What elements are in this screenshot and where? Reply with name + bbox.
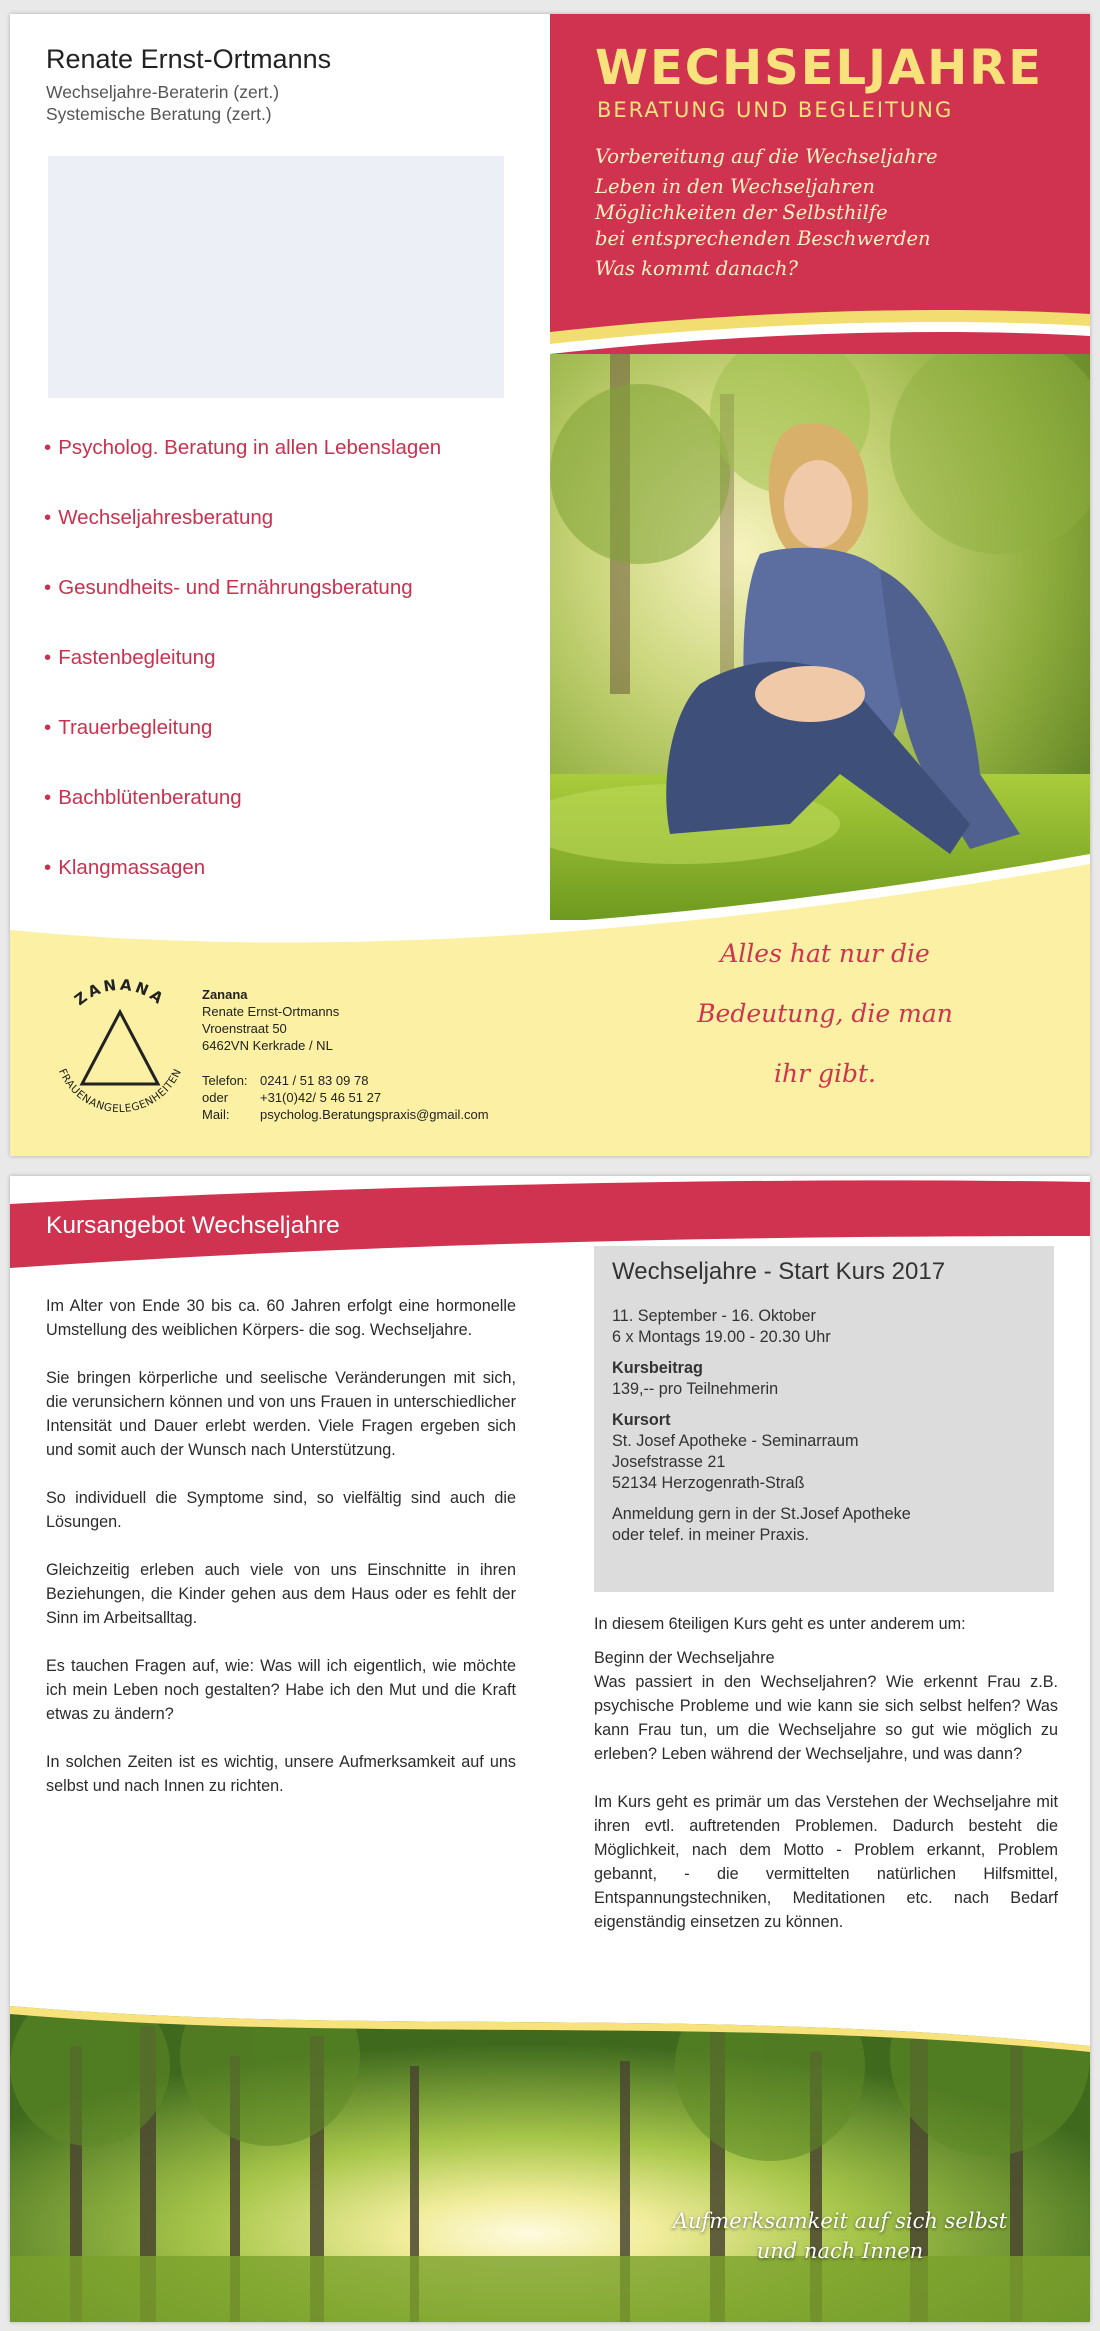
caption-line: Aufmerksamkeit auf sich selbst xyxy=(672,2209,1008,2233)
quote-line: ihr gibt. xyxy=(774,1059,876,1088)
caption-line: und nach Innen xyxy=(756,2239,924,2263)
zanana-logo xyxy=(40,976,200,1126)
mail-label: Mail: xyxy=(202,1107,230,1122)
service-label: Bachblütenberatung xyxy=(58,786,242,809)
service-label: Klangmassagen xyxy=(58,856,206,879)
course-intro: In diesem 6teiligen Kurs geht es unter anderem um: xyxy=(594,1615,966,1633)
location-line: St. Josef Apotheke - Seminarraum xyxy=(612,1432,859,1450)
forest-wave xyxy=(10,1176,1090,2322)
contact-block xyxy=(202,986,489,1123)
service-label: Trauerbegleitung xyxy=(58,716,213,739)
svg-text:FRAUENANGELEGENHEITEN: FRAUENANGELEGENHEITEN xyxy=(56,1066,185,1116)
fee-label: Kursbeitrag xyxy=(612,1359,703,1377)
contact-name: Renate Ernst-Ortmanns xyxy=(202,1004,340,1019)
topic-item: bei entsprechenden Beschwerden xyxy=(595,227,931,250)
bullet: • xyxy=(44,436,52,459)
bullet: • xyxy=(44,716,52,739)
phone-row xyxy=(202,1072,489,1089)
paragraph-text: Was passiert in den Wechseljahren? Wie erkennt Frau z.B. psychische Probleme und wie kann sie sich selbst helfen? Was kann Frau tun, um die Wechseljahre so gut wie möglich zu erleben? Leben während der Wechseljahre, und was dann? xyxy=(594,1673,1058,1763)
headline: WECHSELJAHRE xyxy=(595,40,1044,96)
phone2-label: oder xyxy=(202,1090,229,1105)
topic-item: Leben in den Wechseljahren xyxy=(595,175,875,198)
location-line: Josefstrasse 21 xyxy=(612,1453,726,1471)
contact-street: Vroenstraat 50 xyxy=(202,1021,287,1036)
forest-caption xyxy=(570,2206,1090,2266)
paragraph: Im Kurs geht es primär um das Verstehen der Wechseljahre mit ihren evtl. auftretenden Problemen. Dadurch besteht die Möglichkeit, nach dem Motto - Problem erkannt, Problem gebannt, - die vermittelten natürlichen Hilfsmittel, Entspannungstechniken, Meditationen etc. nach Bedarf eigenständig einsetzen zu können. xyxy=(594,1793,1058,1931)
service-label: Fastenbegleitung xyxy=(58,646,216,669)
location-line: 52134 Herzogenrath-Straß xyxy=(612,1474,805,1492)
flyer-page-front xyxy=(10,14,1090,1156)
location-label: Kursort xyxy=(612,1411,671,1429)
phone-label: Telefon: xyxy=(202,1073,248,1088)
fee-value: 139,-- pro Teilnehmerin xyxy=(612,1380,779,1398)
phone2-row xyxy=(202,1089,489,1106)
bullet: • xyxy=(44,856,52,879)
bullet: • xyxy=(44,646,52,669)
mail-address: psycholog.Beratungspraxis@gmail.com xyxy=(260,1107,489,1122)
course-header: Kursangebot Wechseljahre xyxy=(46,1212,340,1239)
paragraph: Gleichzeitig erleben auch viele von uns Einschnitte in ihren Beziehungen, die Kinder gehen aus dem Haus oder es fehlt der Sinn im Arbeitsalltag. xyxy=(46,1561,516,1627)
quote xyxy=(660,924,990,1104)
quote-line: Alles hat nur die xyxy=(720,939,930,968)
paragraph: Sie bringen körperliche und seelische Veränderungen mit sich, die verunsichern können und von uns Frauen in unterschiedlicher Intensität und Dauer erlebt werden. Viele Fragen ergeben sich und somit auch der Wunsch nach Unterstützung. xyxy=(46,1369,516,1459)
svg-text:ZANANA: ZANANA xyxy=(71,976,169,1010)
service-label: Gesundheits- und Ernährungsberatung xyxy=(58,576,413,599)
mail-row xyxy=(202,1106,489,1123)
phone-number: 0241 / 51 83 09 78 xyxy=(260,1073,369,1088)
registration-line: oder telef. in meiner Praxis. xyxy=(612,1526,810,1544)
contact-city: 6462VN Kerkrade / NL xyxy=(202,1038,333,1053)
paragraph: So individuell die Symptome sind, so vielfältig sind auch die Lösungen. xyxy=(46,1489,516,1531)
topic-item: Vorbereitung auf die Wechseljahre xyxy=(595,145,938,168)
qualification-1: Wechseljahre-Beraterin (zert.) xyxy=(46,82,280,102)
paragraph: Im Alter von Ende 30 bis ca. 60 Jahren erfolgt eine hormonelle Umstellung des weiblichen Körpers- die sog. Wechseljahre. xyxy=(46,1297,516,1339)
topic-item: Möglichkeiten der Selbsthilfe xyxy=(595,201,888,224)
paragraph: Es tauchen Fragen auf, wie: Was will ich eigentlich, wie möchte ich mein Leben noch gestalten? Habe ich den Mut und die Kraft etwas zu ändern? xyxy=(46,1657,516,1723)
bullet: • xyxy=(44,786,52,809)
course-title: Wechseljahre - Start Kurs 2017 xyxy=(612,1258,946,1285)
subheadline: BERATUNG UND BEGLEITUNG xyxy=(597,98,954,122)
service-label: Psycholog. Beratung in allen Lebenslagen xyxy=(58,436,442,459)
topic-item: Was kommt danach? xyxy=(595,257,798,280)
qualification-2: Systemische Beratung (zert.) xyxy=(46,104,272,124)
quote-line: Bedeutung, die man xyxy=(697,999,953,1028)
bullet: • xyxy=(44,576,52,599)
paragraph: In solchen Zeiten ist es wichtig, unsere Aufmerksamkeit auf uns selbst und nach Innen zu richten. xyxy=(46,1753,516,1795)
flyer-page-back xyxy=(10,1176,1090,2322)
company-name: Zanana xyxy=(202,987,248,1002)
bullet: • xyxy=(44,506,52,529)
section-lead: Beginn der Wechseljahre xyxy=(594,1649,775,1667)
service-label: Wechseljahresberatung xyxy=(58,506,274,529)
registration-line: Anmeldung gern in der St.Josef Apotheke xyxy=(612,1505,911,1523)
consultant-name: Renate Ernst-Ortmanns xyxy=(46,44,332,74)
course-times: 6 x Montags 19.00 - 20.30 Uhr xyxy=(612,1328,831,1346)
phone2-number: +31(0)42/ 5 46 51 27 xyxy=(260,1090,382,1105)
course-dates: 11. September - 16. Oktober xyxy=(612,1307,816,1325)
